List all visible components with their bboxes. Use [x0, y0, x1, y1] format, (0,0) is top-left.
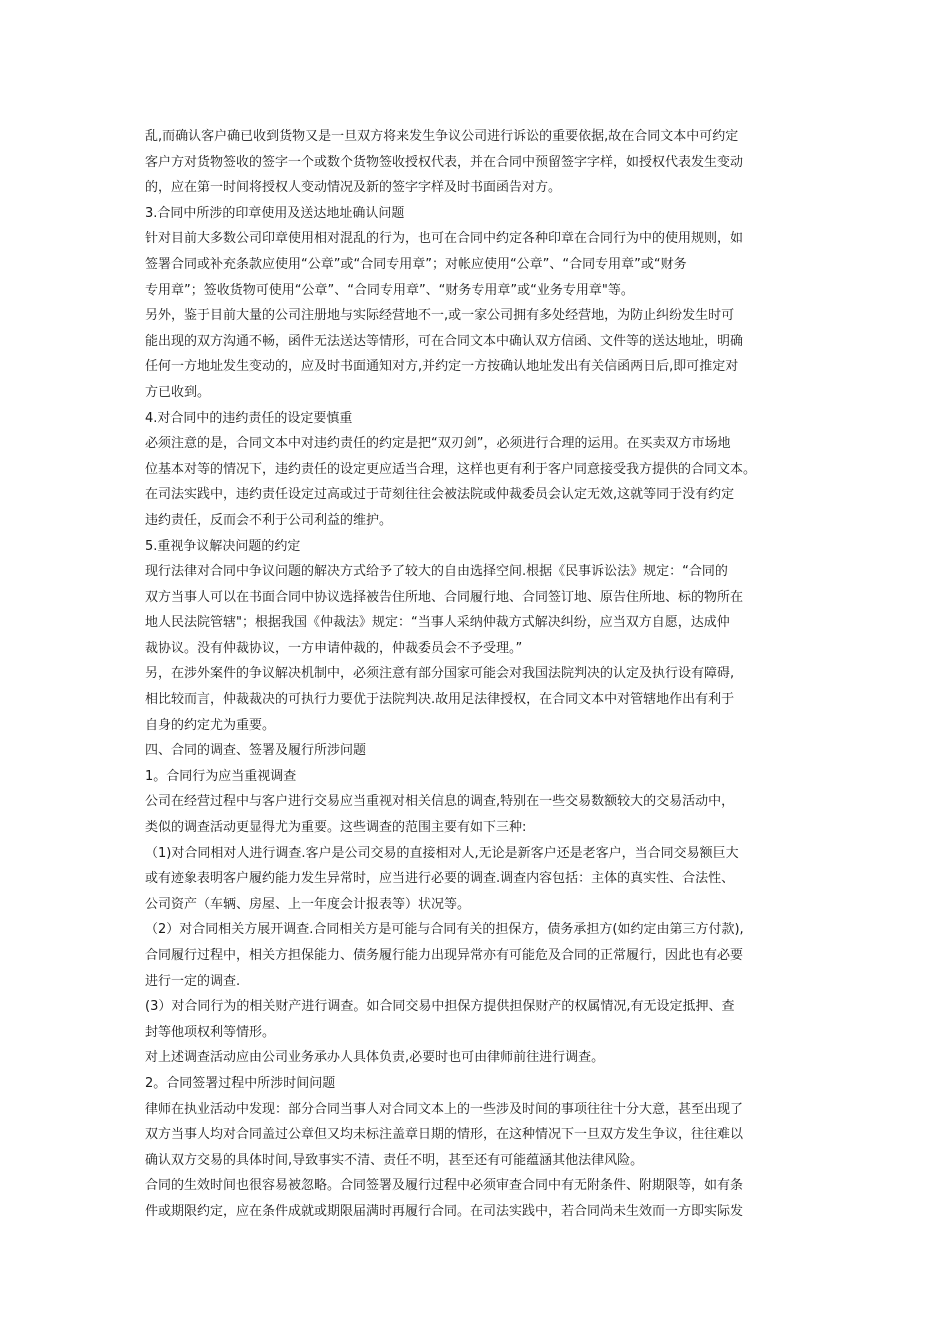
text-line: 签署合同或补充条款应使用“公章”或“合同专用章”；对帐应使用“公章”、“合同专用章”或“财务: [145, 256, 687, 272]
text-line: 方已收到。: [145, 384, 211, 400]
text-line: 合同的生效时间也很容易被忽略。合同签署及履行过程中必须审查合同中有无附条件、附期限等，如有条: [145, 1178, 744, 1194]
text-line: 针对目前大多数公司印章使用相对混乱的行为，也可在合同中约定各种印章在合同行为中的使用规则，如: [145, 231, 744, 247]
text-line: 任何一方地址发生变动的，应及时书面通知对方,并约定一方按确认地址发出有关信函两日后,即可推定对: [145, 359, 739, 375]
text-line: 地人民法院管辖"；根据我国《仲裁法》规定：“当事人采纳仲裁方式解决纠纷，应当双方自愿，达成仲: [145, 615, 730, 631]
text-line: 公司在经营过程中与客户进行交易应当重视对相关信息的调查,特别在一些交易数额较大的交易活动中，: [145, 794, 735, 810]
text-line: 自身的约定尤为重要。: [145, 717, 276, 733]
text-line: 必须注意的是，合同文本中对违约责任的约定是把“双刃剑”，必须进行合理的运用。在买卖双方市场地: [145, 436, 731, 452]
text-line: 相比较而言，仲裁裁决的可执行力要优于法院判决.故用足法律授权，在合同文本中对管辖地作出有利于: [145, 692, 735, 708]
text-line: （2）对合同相关方展开调查.合同相关方是可能与合同有关的担保方，债务承担方(如约定由第三方付款),: [145, 922, 744, 938]
text-line: 合同履行过程中，相关方担保能力、债务履行能力出现异常亦有可能危及合同的正常履行，因此也有必要: [145, 948, 744, 963]
text-line: 类似的调查活动更显得尤为重要。这些调查的范围主要有如下三种:: [145, 820, 527, 836]
text-line: 律师在执业活动中发现：部分合同当事人对合同文本上的一些涉及时间的事项往往十分大意，甚至出现了: [145, 1101, 744, 1117]
text-line: 乱,而确认客户确已收到货物又是一旦双方将来发生争议公司进行诉讼的重要依据,故在合同文本中可约定: [145, 129, 739, 144]
text-line: 客户方对货物签收的签字一个或数个货物签收授权代表，并在合同中预留签字字样，如授权代表发生变动: [145, 154, 744, 170]
text-line: 位基本对等的情况下，违约责任的设定更应适当合理，这样也更有利于客户同意接受我方提供的合同文本。: [145, 461, 757, 477]
text-line: (3）对合同行为的相关财产进行调查。如合同交易中担保方提供担保财产的权属情况,有无设定抵押、查: [145, 999, 735, 1015]
text-line: 违约责任，反而会不利于公司利益的维护。: [145, 512, 393, 528]
section-heading: 4.对合同中的违约责任的设定要慎重: [145, 410, 353, 426]
text-line: 另，在涉外案件的争议解决机制中，必须注意有部分国家可能会对我国法院判决的认定及执行设有障碍,: [145, 666, 735, 682]
section-heading: 5.重视争议解决问题的约定: [145, 538, 301, 554]
chapter-heading: 四、合同的调查、签署及履行所涉问题: [145, 743, 367, 759]
text-line: 进行一定的调查.: [145, 973, 241, 989]
text-line: 确认双方交易的具体时间,导致事实不清、责任不明，甚至还有可能蕴涵其他法律风险。: [145, 1152, 644, 1168]
text-line: 在司法实践中，违约责任设定过高或过于苛刻往往会被法院或仲裁委员会认定无效,这就等同于没有约定: [145, 487, 735, 503]
text-line: 双方当事人可以在书面合同中协议选择被告住所地、合同履行地、合同签订地、原告住所地、标的物所在: [145, 589, 744, 605]
text-line: （1)对合同相对人进行调查.客户是公司交易的直接相对人,无论是新客户还是老客户，当合同交易额巨大: [145, 845, 739, 861]
document-body: [145, 124, 835, 1225]
text-line: 现行法律对合同中争议问题的解决方式给予了较大的自由选择空间.根据《民事诉讼法》规定：“合同的: [145, 564, 728, 580]
section-heading: 1。合同行为应当重视调查: [145, 768, 297, 784]
section-heading: 2。合同签署过程中所涉时间问题: [145, 1075, 336, 1091]
text-line: 裁协议。没有仲裁协议，一方申请仲裁的，仲裁委员会不予受理。”: [145, 640, 523, 656]
section-heading: 3.合同中所涉的印章使用及送达地址确认问题: [145, 205, 405, 221]
text-line: 能出现的双方沟通不畅，函件无法送达等情形，可在合同文本中确认双方信函、文件等的送达地址，明确: [145, 333, 744, 349]
text-line: 的，应在第一时间将授权人变动情况及新的签字字样及时书面函告对方。: [145, 180, 562, 196]
text-line: 双方当事人均对合同盖过公章但又均未标注盖章日期的情形，在这种情况下一旦双方发生争议，往往难以: [145, 1127, 744, 1143]
text-line: 专用章”；签收货物可使用“公章”、“合同专用章”、“财务专用章”或“业务专用章"等。: [145, 282, 634, 298]
text-line: 件或期限约定，应在条件成就或期限届满时再履行合同。在司法实践中，若合同尚未生效而一方即实际发: [145, 1203, 744, 1219]
text-line: 另外，鉴于目前大量的公司注册地与实际经营地不一,或一家公司拥有多处经营地，为防止纠纷发生时可: [145, 308, 735, 324]
text-line: 或有迹象表明客户履约能力发生异常时，应当进行必要的调查.调查内容包括：主体的真实性、合法性、: [145, 871, 735, 887]
text-line: 公司资产（车辆、房屋、上一年度会计报表等）状况等。: [145, 896, 471, 912]
text-line: 对上述调查活动应由公司业务承办人具体负责,必要时也可由律师前往进行调查。: [145, 1050, 605, 1066]
text-line: 封等他项权利等情形。: [145, 1024, 276, 1040]
